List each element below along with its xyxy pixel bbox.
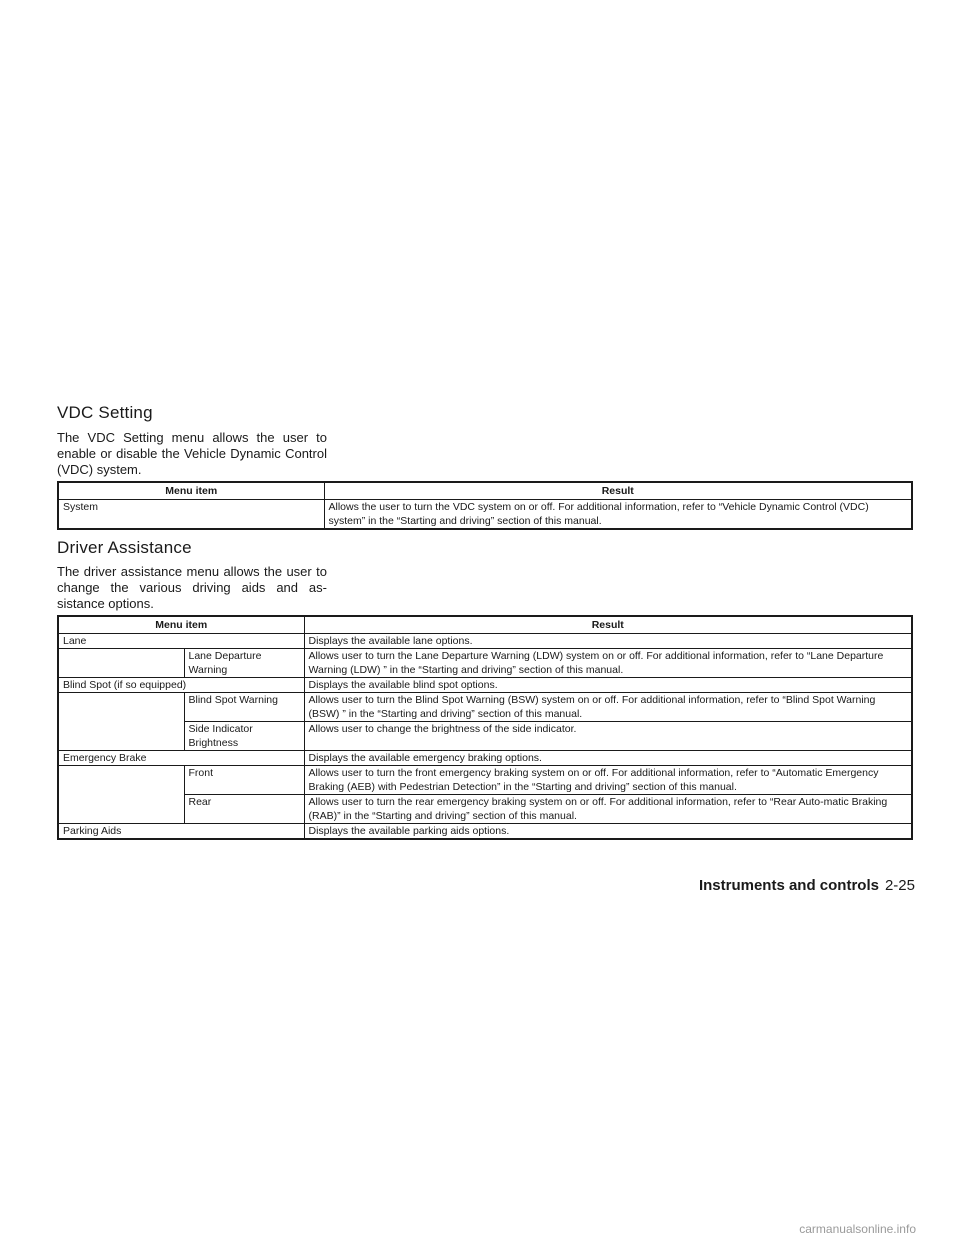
- table-row: [58, 751, 912, 766]
- table-row: [58, 500, 912, 530]
- result-cell: Allows user to change the brightness of the side indicator.: [304, 722, 912, 751]
- table-row: [58, 766, 912, 795]
- driver-assistance-heading: Driver Assistance: [57, 538, 192, 557]
- result-cell: Displays the available blind spot options.: [304, 678, 912, 693]
- indent-cell: [58, 693, 184, 751]
- result-cell: Displays the available lane options.: [304, 634, 912, 649]
- vdc-paragraph: The VDC Setting menu allows the user to enable or disable the Vehicle Dynamic Control (VDC) system.: [57, 430, 327, 477]
- sub-item-cell: Side Indicator Brightness: [184, 722, 304, 751]
- col-menu-item: Menu item: [58, 482, 324, 500]
- result-cell: Allows user to turn the rear emergency braking system on or off. For additional information, refer to “Rear Auto-matic Braking (RAB)” in the “Starting and driving” section of this manual.: [304, 795, 912, 824]
- sub-item-cell: Rear: [184, 795, 304, 824]
- indent-cell: [58, 649, 184, 678]
- result-cell: Allows user to turn the Lane Departure Warning (LDW) system on or off. For additional information, refer to “Lane Departure Warning (LDW) ” in the “Starting and driving” section of this manual.: [304, 649, 912, 678]
- menu-item-cell: Lane: [58, 634, 304, 649]
- vdc-heading: VDC Setting: [57, 403, 153, 422]
- footer-section-title: Instruments and controls: [698, 877, 879, 894]
- table-row: [58, 693, 912, 722]
- col-menu-item: Menu item: [58, 616, 304, 634]
- menu-item-cell: Emergency Brake: [58, 751, 304, 766]
- menu-item-cell: System: [58, 500, 324, 530]
- col-result: Result: [324, 482, 912, 500]
- result-cell: Allows user to turn the front emergency braking system on or off. For additional information, refer to “Automatic Emergency Braking (AEB) with Pedestrian Detection” in the “Starting and driving” section of this manual.: [304, 766, 912, 795]
- watermark: carmanualsonline.info: [799, 1222, 916, 1236]
- indent-cell: [58, 766, 184, 824]
- table-row: [58, 634, 912, 649]
- page-footer: [699, 877, 915, 894]
- sub-item-cell: Lane Departure Warning: [184, 649, 304, 678]
- table-row: [58, 649, 912, 678]
- table-header-row: [58, 616, 912, 634]
- result-cell: Allows user to turn the Blind Spot Warning (BSW) system on or off. For additional information, refer to “Blind Spot Warning (BSW) ” in the “Starting and driving” section of this manual.: [304, 693, 912, 722]
- sub-item-cell: Blind Spot Warning: [184, 693, 304, 722]
- menu-item-cell: Parking Aids: [58, 824, 304, 840]
- table-row: [58, 722, 912, 751]
- menu-item-cell: Blind Spot (if so equipped): [58, 678, 304, 693]
- table-row: [58, 678, 912, 693]
- page-number: 2-25: [884, 877, 915, 894]
- result-cell: Displays the available parking aids options.: [304, 824, 912, 840]
- table-row: [58, 824, 912, 840]
- driver-assistance-paragraph: The driver assistance menu allows the user to change the various driving aids and as-sistance options.: [57, 564, 327, 611]
- sub-item-cell: Front: [184, 766, 304, 795]
- table-header-row: [58, 482, 912, 500]
- table-row: [58, 795, 912, 824]
- result-cell: Displays the available emergency braking options.: [304, 751, 912, 766]
- result-cell: Allows the user to turn the VDC system on or off. For additional information, refer to “Vehicle Dynamic Control (VDC) system” in the “Starting and driving” section of this manual.: [324, 500, 912, 530]
- col-result: Result: [304, 616, 912, 634]
- driver-assistance-table: [57, 615, 913, 840]
- vdc-table: [57, 481, 913, 530]
